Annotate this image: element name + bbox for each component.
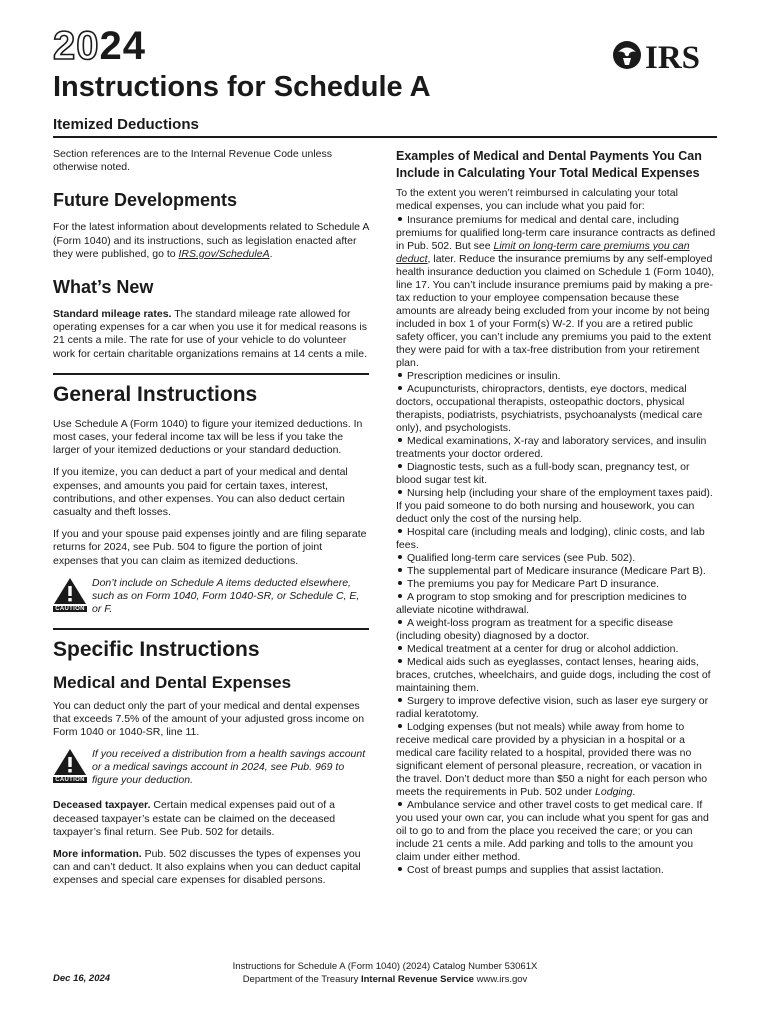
general-paragraph-3: If you and your spouse paid expenses jointly and are filing separate returns for 2024, see Pub. 504 to figure the portion of joint expenses that you can claim as itemized deductions. bbox=[53, 528, 367, 567]
bullet-icon bbox=[398, 581, 402, 585]
examples-intro: To the extent you weren’t reimbursed in calculating your total medical expenses, you can include what you paid for: bbox=[396, 187, 678, 212]
future-developments-heading: Future Developments bbox=[53, 190, 238, 211]
general-instructions-heading: General Instructions bbox=[53, 373, 369, 407]
irs-logo bbox=[611, 38, 717, 72]
list-item: Surgery to improve defective vision, such as laser eye surgery or radial keratotomy. bbox=[396, 695, 709, 720]
future-developments-text: For the latest information about developments related to Schedule A (Form 1040) and its instructions, such as legislation enacted after they were published, go to IRS.gov/ScheduleA. bbox=[53, 221, 369, 260]
bullet-icon bbox=[398, 217, 402, 221]
warning-triangle-icon bbox=[53, 748, 87, 776]
caution-icon bbox=[53, 748, 87, 783]
list-item: Cost of breast pumps and supplies that assist lactation. bbox=[396, 864, 716, 877]
list-item: Insurance premiums for medical and dental care, including premiums for qualified long-term care insurance contracts as defined in Pub. 502. But see Limit on long-term care premiums you can deduct, later. Reduce the insurance premiums by any self-employed health insurance deduction you claimed on Schedule 1 (Form 1040), line 17. You can’t include insurance premiums paid by making a pre-tax reduction to your employee compensation because these amounts are already being excluded from your income by not being included in box 1 of your Form(s) W-2. If you are a retired public safety officer, you can’t include any premiums you paid to the extent they were paid for with a tax-free distribution from your retirement plan. bbox=[396, 214, 716, 369]
schedule-a-link[interactable]: IRS.gov/ScheduleA bbox=[178, 247, 270, 260]
page-title: Instructions for Schedule A bbox=[53, 71, 431, 103]
list-item: Diagnostic tests, such as a full-body scan, pregnancy test, or blood sugar test kit. bbox=[396, 461, 690, 486]
list-item: The premiums you pay for Medicare Part D insurance. bbox=[396, 578, 716, 591]
bullet-icon bbox=[398, 659, 402, 663]
caution-text: Don’t include on Schedule A items deducted elsewhere, such as on Form 1040, Form 1040-SR, or Schedule C, E, or F. bbox=[92, 576, 360, 615]
warning-triangle-icon bbox=[53, 577, 87, 605]
form-year: 2024 bbox=[53, 24, 146, 68]
bullet-icon bbox=[398, 620, 402, 624]
expense-list-tail bbox=[396, 799, 716, 877]
list-item: The supplemental part of Medicare insurance (Medicare Part B). bbox=[396, 565, 716, 578]
expense-list bbox=[396, 370, 716, 721]
caution-icon bbox=[53, 577, 87, 612]
medical-dental-heading: Medical and Dental Expenses bbox=[53, 672, 292, 692]
list-item: A weight-loss program as treatment for a specific disease (including obesity) diagnosed by a doctor. bbox=[396, 617, 674, 642]
footer-department: Department of the Treasury Internal Revenue Service www.irs.gov bbox=[242, 974, 528, 985]
eagle-icon bbox=[611, 38, 717, 72]
intro-text: Section references are to the Internal Revenue Code unless otherwise noted. bbox=[53, 148, 333, 174]
deceased-taxpayer-text: Deceased taxpayer. Certain medical expenses paid out of a deceased taxpayer’s estate can be claimed on the deceased taxpayer’s final return. See Pub. 502 for details. bbox=[53, 799, 336, 838]
bullet-icon bbox=[398, 568, 402, 572]
irs-wordmark: IRS bbox=[645, 40, 701, 72]
bullet-icon bbox=[398, 724, 402, 728]
header-divider bbox=[53, 136, 717, 138]
bullet-icon bbox=[398, 529, 402, 533]
caution-text: If you received a distribution from a health savings account or a medical savings account in 2024, see Pub. 969 to figure your deduction. bbox=[92, 748, 366, 787]
footer-catalog: Instructions for Schedule A (Form 1040) (2024) Catalog Number 53061X bbox=[232, 961, 538, 972]
bullet-icon bbox=[398, 490, 402, 494]
specific-instructions-heading: Specific Instructions bbox=[53, 628, 369, 662]
bullet-icon bbox=[398, 594, 402, 598]
whats-new-heading: What’s New bbox=[53, 277, 154, 298]
examples-heading: Examples of Medical and Dental Payments You Can Include in Calculating Your Total Medical Expenses bbox=[396, 149, 702, 180]
list-item: Nursing help (including your share of the employment taxes paid). If you paid someone to do both nursing and housework, you can deduct only the cost of the nursing help. bbox=[396, 487, 713, 525]
bullet-icon bbox=[398, 464, 402, 468]
bullet-icon bbox=[398, 698, 402, 702]
revision-date: Dec 16, 2024 bbox=[53, 973, 111, 984]
list-item: Medical treatment at a center for drug or alcohol addiction. bbox=[396, 643, 716, 656]
general-paragraph-2: If you itemize, you can deduct a part of your medical and dental expenses, and amounts you paid for certain taxes, interest, contributions, and other expenses. You can also deduct certain casualty and theft losses. bbox=[53, 466, 348, 519]
general-paragraph-1: Use Schedule A (Form 1040) to figure your itemized deductions. In most cases, your federal income tax will be less if you take the larger of your itemized deductions or your standard deduction. bbox=[53, 417, 363, 457]
bullet-icon bbox=[398, 386, 402, 390]
bullet-icon bbox=[398, 555, 402, 559]
long-term-care-link[interactable]: Limit on long-term care premiums you can deduct bbox=[396, 240, 690, 265]
list-item: Qualified long-term care services (see Pub. 502). bbox=[396, 552, 716, 565]
caution-label: CAUTION bbox=[53, 606, 87, 612]
list-item: Hospital care (including meals and lodging), clinic costs, and lab fees. bbox=[396, 526, 705, 551]
left-column bbox=[53, 148, 369, 897]
right-column bbox=[396, 148, 716, 877]
caution-box bbox=[53, 748, 369, 787]
bullet-icon bbox=[398, 646, 402, 650]
caution-label: CAUTION bbox=[53, 777, 87, 783]
bullet-icon bbox=[398, 438, 402, 442]
list-item: Acupuncturists, chiropractors, dentists, eye doctors, medical doctors, occupational therapists, osteopathic doctors, physical therapists, podiatrists, psychiatrists, psychoanalysts (medical care only), and psychologists. bbox=[396, 383, 703, 434]
bullet-icon bbox=[398, 867, 402, 871]
list-item: Prescription medicines or insulin. bbox=[396, 370, 716, 383]
list-item: Medical examinations, X-ray and laboratory services, and insulin treatments your doctor ordered. bbox=[396, 435, 707, 460]
list-item: Lodging expenses (but not meals) while away from home to receive medical care provided by a physician in a hospital or a medical care facility related to a hospital, provided there was no significant element of personal pleasure, recreation, or vacation in the travel. Don’t deduct more than $50 a night for each person who meets the requirements in Pub. 502 under Lodging. bbox=[396, 721, 708, 798]
mileage-rates-text: Standard mileage rates. The standard mileage rate allowed for operating expenses for a car when you use it for medical reasons is 21 cents a mile. The rate for use of your vehicle to do volunteer work for certain charitable organizations remains at 14 cents a mile. bbox=[53, 308, 368, 360]
caution-box bbox=[53, 577, 369, 616]
bullet-icon bbox=[398, 373, 402, 377]
medical-threshold-text: You can deduct only the part of your medical and dental expenses that exceeds 7.5% of the amount of your adjusted gross income on Form 1040 or 1040-SR, line 11. bbox=[53, 699, 365, 739]
list-item: Medical aids such as eyeglasses, contact lenses, hearing aids, braces, crutches, wheelchairs, and guide dogs, including the cost of maintaining them. bbox=[396, 656, 711, 694]
list-item: A program to stop smoking and for prescription medicines to alleviate nicotine withdrawal. bbox=[396, 591, 687, 616]
page-subtitle: Itemized Deductions bbox=[53, 116, 199, 133]
more-information-text: More information. Pub. 502 discusses the types of expenses you can and can’t deduct. It also explains when you can deduct capital expenses and special care expenses for disabled persons. bbox=[53, 848, 361, 887]
bullet-icon bbox=[398, 802, 402, 806]
list-item: Ambulance service and other travel costs to get medical care. If you used your own car, you can include what you spent for gas and oil to go to and from the place you received the care; or you can include 21 cents a mile. Add parking and tolls to the amount you claim under either method. bbox=[396, 799, 709, 863]
